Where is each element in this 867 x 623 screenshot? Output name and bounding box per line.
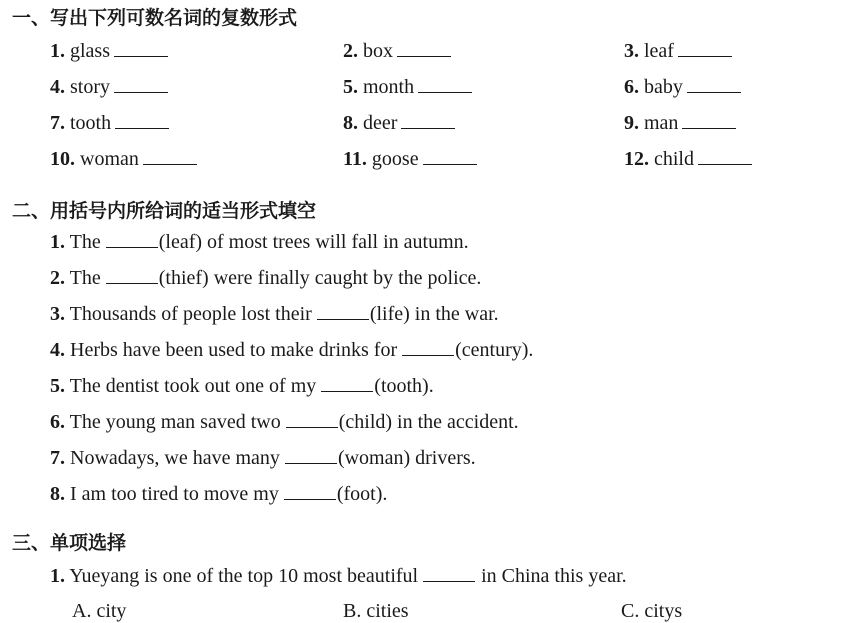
answer-blank xyxy=(687,91,741,93)
sentence-item: 7. Nowadays, we have many (woman) drivers. xyxy=(50,447,476,469)
answer-blank xyxy=(678,55,732,57)
answer-blank xyxy=(114,55,168,57)
sentence-item: 1. The (leaf) of most trees will fall in autumn. xyxy=(50,231,469,253)
option-a: A. city xyxy=(72,600,127,622)
answer-blank xyxy=(418,91,472,93)
exercise-item: 1. glass xyxy=(50,40,170,63)
exercise-item: 3. leaf xyxy=(624,40,734,63)
exercise-item: 5. month xyxy=(343,76,474,99)
exercise-item: 4. story xyxy=(50,76,170,99)
sentence-item: 2. The (thief) were finally caught by the police. xyxy=(50,267,482,289)
exercise-item: 10. woman xyxy=(50,148,199,171)
option-c: C. citys xyxy=(621,600,683,622)
exercise-item: 9. man xyxy=(624,112,738,135)
exercise-item: 11. goose xyxy=(343,148,479,171)
sentence-item: 3. Thousands of people lost their (life) in the war. xyxy=(50,303,499,325)
answer-blank xyxy=(397,55,451,57)
answer-blank xyxy=(317,318,369,320)
answer-blank xyxy=(423,163,477,165)
section-3-title: 三、单项选择 xyxy=(12,532,127,554)
answer-blank xyxy=(114,91,168,93)
exercise-item: 12. child xyxy=(624,148,754,171)
answer-blank xyxy=(106,246,158,248)
answer-blank xyxy=(106,282,158,284)
section-2-title: 二、用括号内所给词的适当形式填空 xyxy=(12,200,317,222)
sentence-item: 5. The dentist took out one of my (tooth). xyxy=(50,375,434,397)
sentence-item: 4. Herbs have been used to make drinks for (century). xyxy=(50,339,534,361)
option-b: B. cities xyxy=(343,600,409,622)
answer-blank xyxy=(401,127,455,129)
answer-blank xyxy=(284,498,336,500)
answer-blank xyxy=(423,580,475,582)
sentence-item: 6. The young man saved two (child) in the accident. xyxy=(50,411,519,433)
question-item: 1. Yueyang is one of the top 10 most beautiful in China this year. xyxy=(50,565,627,587)
sentence-item: 8. I am too tired to move my (foot). xyxy=(50,483,388,505)
exercise-item: 6. baby xyxy=(624,76,743,99)
answer-blank xyxy=(115,127,169,129)
answer-blank xyxy=(682,127,736,129)
answer-blank xyxy=(285,462,337,464)
section-1-title: 一、写出下列可数名词的复数形式 xyxy=(12,7,298,29)
answer-blank xyxy=(286,426,338,428)
answer-blank xyxy=(143,163,197,165)
answer-blank xyxy=(321,390,373,392)
answer-blank xyxy=(402,354,454,356)
exercise-item: 7. tooth xyxy=(50,112,171,135)
exercise-item: 8. deer xyxy=(343,112,457,135)
exercise-item: 2. box xyxy=(343,40,453,63)
answer-blank xyxy=(698,163,752,165)
